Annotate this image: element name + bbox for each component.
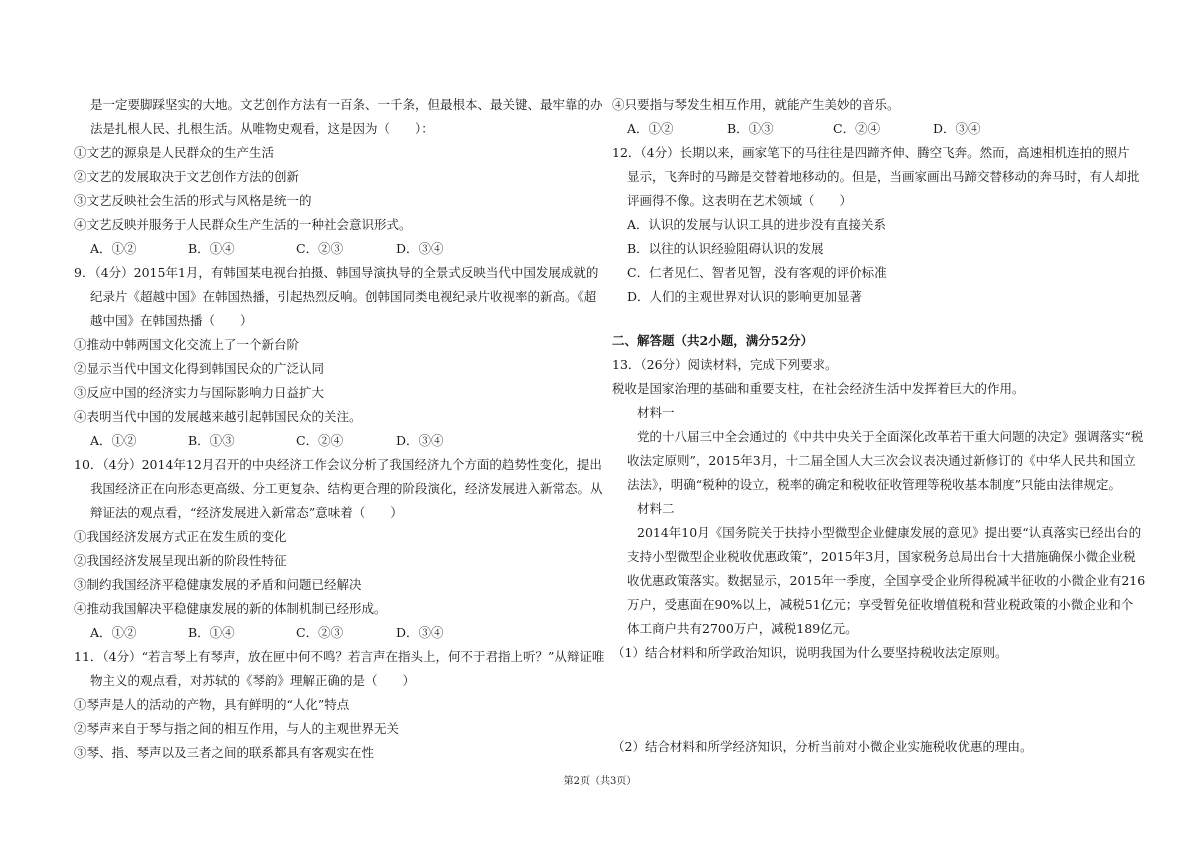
q10-item: ④推动我国解决平稳健康发展的新的体制机制已经形成。	[74, 601, 387, 616]
q13-line: 材料二	[612, 501, 675, 516]
q13-line: 党的十八届三中全会通过的《中共中央关于全面深化改革若干重大问题的决定》强调落实“税	[612, 429, 1144, 444]
q10-option-d: D．③④	[396, 625, 444, 640]
q11-line: 物主义的观点看，对苏轼的《琴韵》理解正确的是（ ）	[90, 673, 416, 688]
q11-option-b: B．①③	[727, 121, 774, 136]
q11-option-d: D．③④	[933, 121, 981, 136]
q13-part1: （1）结合材料和所学政治知识，说明我国为什么要坚持税收法定原则。	[612, 645, 1008, 660]
q9-line: 纪录片《超越中国》在韩国热播，引起热烈反响。创韩国同类电视纪录片收视率的新高。《超	[90, 289, 597, 304]
q10-line: 辩证法的观点看，“经济发展进入新常态”意味着（ ）	[90, 505, 403, 520]
q8-option-b: B．①④	[188, 241, 235, 256]
q10-line: 我国经济正在向形态更高级、分工更复杂、结构更合理的阶段演化，经济发展进入新常态。从	[90, 481, 603, 496]
q11-option-a: A．①②	[627, 121, 674, 136]
q9-option-d: D．③④	[396, 433, 444, 448]
q13-line: 万户，受惠面在90%以上，减税51亿元；享受暂免征收增值税和营业税政策的小微企业和个	[627, 597, 1134, 612]
q10-option-b: B．①④	[188, 625, 235, 640]
q11-item: ③琴、指、琴声以及三者之间的联系都具有客观实在性	[74, 745, 375, 760]
q13-line: 体工商户共有2700万户，减税189亿元。	[627, 621, 858, 636]
q10-item: ①我国经济发展方式正在发生质的变化	[74, 529, 287, 544]
q9-item: ②显示当代中国文化得到韩国民众的广泛认同	[74, 361, 325, 376]
q9-item: ③反应中国的经济实力与国际影响力日益扩大	[74, 385, 325, 400]
q9-item: ④表明当代中国的发展越来越引起韩国民众的关注。	[74, 409, 362, 424]
q9-option-b: B．①③	[188, 433, 235, 448]
q11-item: ②琴声来自于琴与指之间的相互作用，与人的主观世界无关	[74, 721, 400, 736]
q10-option-a: A．①②	[90, 625, 137, 640]
q12-line: 显示，飞奔时的马蹄是交替着地移动的。但是，当画家画出马蹄交替移动的奔马时，有人却批	[627, 169, 1140, 184]
q13-line: 税收是国家治理的基础和重要支柱，在社会经济生活中发挥着巨大的作用。	[612, 381, 1025, 396]
q8-line: 法是扎根人民、扎根生活。从唯物史观看，这是因为（ ）：	[90, 121, 434, 136]
q10-item: ③制约我国经济平稳健康发展的矛盾和问题已经解决	[74, 577, 362, 592]
q11-line: 11．（4分）“若言琴上有琴声，放在匣中何不鸣？若言声在指头上，何不于君指上听？”从辩证唯	[74, 649, 605, 664]
q9-line: 9．（4分）2015年1月，有韩国某电视台拍摄、韩国导演执导的全景式反映当代中国发展成就的	[74, 265, 599, 280]
q11-option-c: C．②④	[833, 121, 881, 136]
q8-option-d: D．③④	[396, 241, 444, 256]
q12-line: 12．（4分）长期以来，画家笔下的马往往是四蹄齐伸、腾空飞奔。然而，高速相机连拍的照片	[612, 145, 1130, 160]
q13-line: 法法》，明确“税种的设立，税率的确定和税收征收管理等税收基本制度”只能由法律规定。	[627, 477, 1122, 492]
q8-option-a: A．①②	[90, 241, 137, 256]
q8-line: 是一定要脚踩坚实的大地。文艺创作方法有一百条、一千条，但最根本、最关键、最牢靠的办	[90, 97, 603, 112]
q11-item: ④只要指与琴发生相互作用，就能产生美妙的音乐。	[612, 97, 900, 112]
q8-item: ③文艺反映社会生活的形式与风格是统一的	[74, 193, 312, 208]
q8-item: ④文艺反映并服务于人民群众生产生活的一种社会意识形式。	[74, 217, 412, 232]
q9-line: 越中国》在韩国热播（ ）	[90, 313, 253, 328]
q13-line: 材料一	[612, 405, 675, 420]
q13-line: 收法定原则”，2015年3月，十二届全国人大三次会议表决通过新修订的《中华人民共和国立	[627, 453, 1136, 468]
q9-item: ①推动中韩两国文化交流上了一个新台阶	[74, 337, 300, 352]
q9-option-c: C．②④	[296, 433, 344, 448]
q13-line: 2014年10月《国务院关于扶持小型微型企业健康发展的意见》提出要“认真落实已经出台的	[612, 525, 1142, 540]
q12-line: 评画得不像。这表明在艺术领域（ ）	[627, 193, 853, 208]
page-footer: 第2页（共3页）	[563, 776, 637, 787]
q9-option-a: A．①②	[90, 433, 137, 448]
q13-part2: （2）结合材料和所学经济知识，分析当前对小微企业实施税收优惠的理由。	[612, 739, 1033, 754]
q13-line: 13．（26分）阅读材料，完成下列要求。	[612, 357, 838, 372]
q11-item: ①琴声是人的活动的产物，具有鲜明的“人化”特点	[74, 697, 350, 712]
q10-option-c: C．②③	[296, 625, 344, 640]
q12-option-b: B．以往的认识经验阻碍认识的发展	[627, 241, 824, 256]
q13-line: 收优惠政策落实。数据显示，2015年一季度，全国享受企业所得税减半征收的小微企业有216	[627, 573, 1146, 588]
section-title: 二、解答题（共2小题，满分52分）	[612, 333, 814, 348]
q10-line: 10．（4分）2014年12月召开的中央经济工作会议分析了我国经济九个方面的趋势性变化，提出	[74, 457, 602, 472]
q13-line: 支持小型微型企业税收优惠政策”，2015年3月，国家税务总局出台十大措施确保小微企业税	[627, 549, 1136, 564]
q12-option-d: D．人们的主观世界对认识的影响更加显著	[627, 289, 863, 304]
q8-item: ①文艺的源泉是人民群众的生产生活	[74, 145, 275, 160]
q10-item: ②我国经济发展呈现出新的阶段性特征	[74, 553, 287, 568]
q8-option-c: C．②③	[296, 241, 344, 256]
q12-option-a: A．认识的发展与认识工具的进步没有直接关系	[627, 217, 887, 232]
q12-option-c: C．仁者见仁、智者见智，没有客观的评价标准	[627, 265, 887, 280]
q8-item: ②文艺的发展取决于文艺创作方法的创新	[74, 169, 300, 184]
